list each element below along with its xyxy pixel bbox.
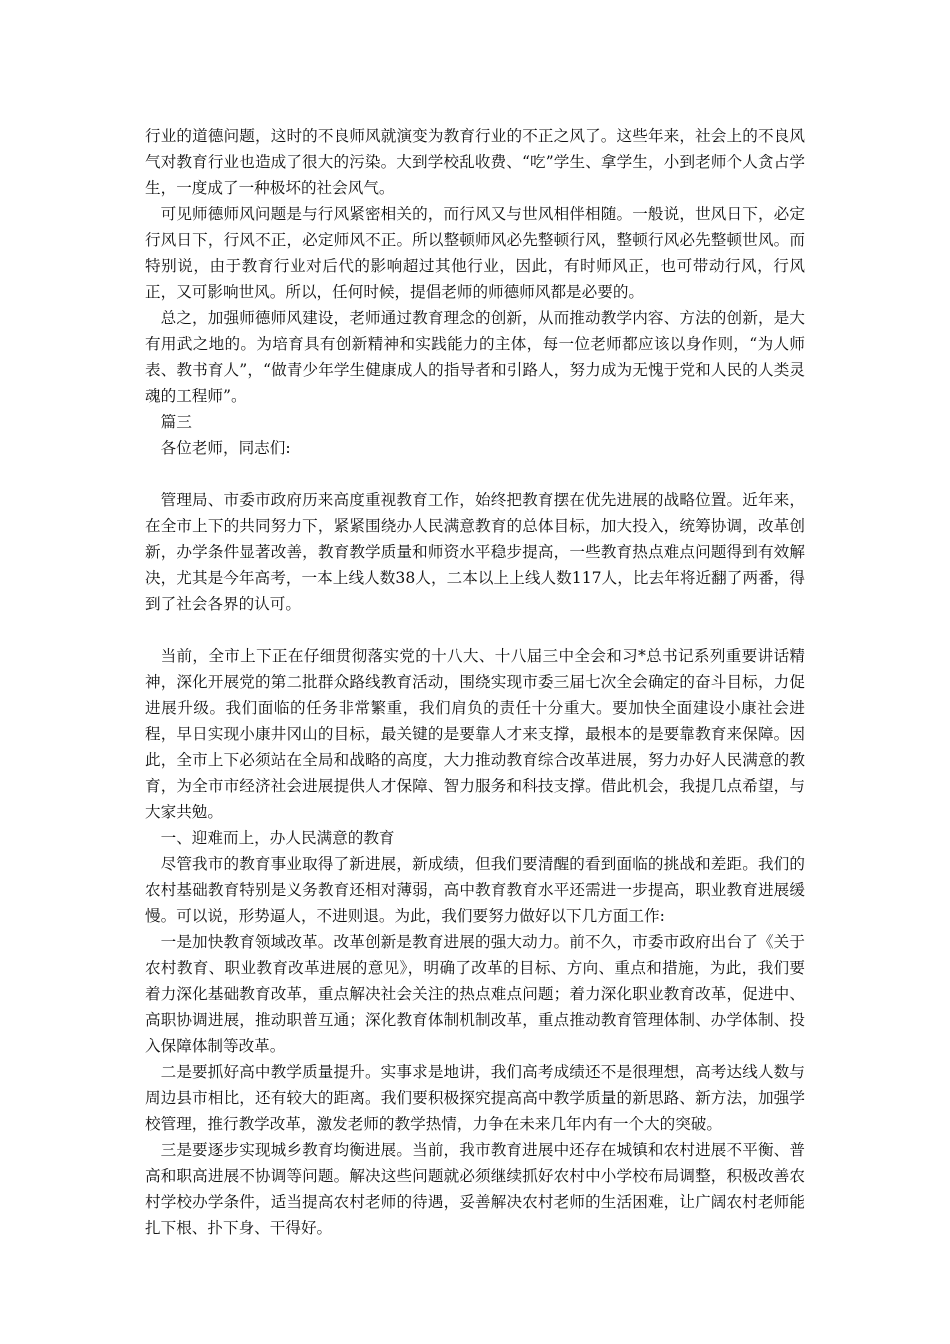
salutation: 各位老师，同志们:	[160, 439, 291, 457]
paragraph-challenges: 尽管我市的教育事业取得了新进展，新成绩，但我们要清醒的看到面临的挑战和差距。我们的农村基础教育特别是义务教育还相对薄弱，高中教育教育水平还需进一步提高，职业教育进展缓慢。可以说，形势逼人，不进则退。为此，我们要努力做好以下几方面工作:	[145, 855, 805, 925]
paragraph-conclusion: 总之，加强师德师风建设，老师通过教育理念的创新，从而推动教学内容、方法的创新，是大有用武之地的。为培育具有创新精神和实践能力的主体，每一位老师都应该以身作则，“为人师表、教书育人”，“做青少年学生健康成人的指导者和引路人，努力成为无愧于党和人民的人类灵魂的工程师”。	[145, 309, 805, 405]
blank-line	[145, 461, 805, 487]
document-page	[145, 123, 805, 1241]
section-heading-part-three: 篇三	[160, 413, 192, 431]
paragraph-reform: 一是加快教育领域改革。改革创新是教育进展的强大动力。前不久，市委市政府出台了《关于农村教育、职业教育改革进展的意见》，明确了改革的目标、方向、重点和措施，为此，我们要着力深化基础教育改革，重点解决社会关注的热点难点问题；着力深化职业教育改革，促进中、高职协调进展，推动职普互通；深化教育体制机制改革，重点推动教育管理体制、办学体制、投入保障体制等改革。	[145, 933, 805, 1055]
paragraph-continuation: 行业的道德问题，这时的不良师风就演变为教育行业的不正之风了。这些年来，社会上的不良风气对教育行业也造成了很大的污染。大到学校乱收费、“吃”学生、拿学生，小到老师个人贪占学生，一度成了一种极坏的社会风气。	[145, 127, 805, 197]
subheading-point-one: 一、迎难而上，办人民满意的教育	[160, 829, 395, 847]
paragraph-teacher-ethics: 可见师德师风问题是与行风紧密相关的，而行风又与世风相伴相随。一般说，世风日下，必定行风日下，行风不正，必定师风不正。所以整顿师风必先整顿行风，整顿行风必先整顿世风。而特别说，由于教育行业对后代的影响超过其他行业，因此，有时师风正，也可带动行风，行风正，又可影响世风。所以，任何时候，提倡老师的师德师风都是必要的。	[145, 205, 805, 301]
paragraph-current-situation: 当前，全市上下正在仔细贯彻落实党的十八大、十八届三中全会和习*总书记系列重要讲话精神，深化开展党的第二批群众路线教育活动，围绕实现市委三届七次全会确定的奋斗目标，力促进展升级。我们面临的任务非常繁重，我们肩负的责任十分重大。要加快全面建设小康社会进程，早日实现小康井冈山的目标，最关键的是要靠人才来支撑，最根本的是要靠教育来保障。因此，全市上下必须站在全局和战略的高度，大力推动教育综合改革进展，努力办好人民满意的教育，为全市市经济社会进展提供人才保障、智力服务和科技支撑。借此机会，我提几点希望，与大家共勉。	[145, 647, 805, 821]
paragraph-education-achievements: 管理局、市委市政府历来高度重视教育工作，始终把教育摆在优先进展的战略位置。近年来，在全市上下的共同努力下，紧紧围绕办人民满意教育的总体目标，加大投入，统筹协调，改革创新，办学条件显著改善，教育教学质量和师资水平稳步提高，一些教育热点难点问题得到有效解决，尤其是今年高考，一本上线人数38人，二本以上上线人数117人，比去年将近翻了两番，得到了社会各界的认可。	[145, 491, 805, 613]
blank-line	[145, 617, 805, 643]
paragraph-quality: 二是要抓好高中教学质量提升。实事求是地讲，我们高考成绩还不是很理想，高考达线人数与周边县市相比，还有较大的距离。我们要积极探究提高高中教学质量的新思路、新方法，加强学校管理，推行教学改革，激发老师的教学热情，力争在未来几年内有一个大的突破。	[145, 1063, 805, 1133]
paragraph-balance: 三是要逐步实现城乡教育均衡进展。当前，我市教育进展中还存在城镇和农村进展不平衡、普高和职高进展不协调等问题。解决这些问题就必须继续抓好农村中小学校布局调整，积极改善农村学校办学条件，适当提高农村老师的待遇，妥善解决农村老师的生活困难，让广阔农村老师能扎下根、扑下身、干得好。	[145, 1141, 805, 1237]
